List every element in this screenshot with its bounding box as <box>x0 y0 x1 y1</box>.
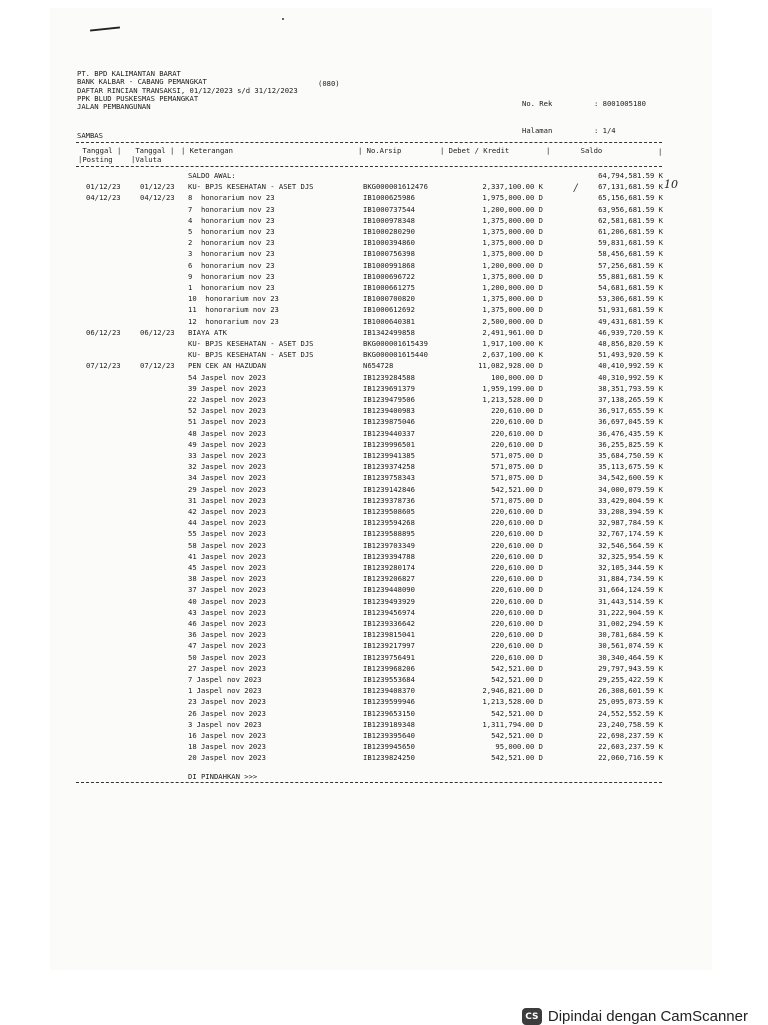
balance: 31,002,294.59 K <box>598 619 663 628</box>
camscanner-icon: CS <box>522 1008 542 1025</box>
archive-no: IB1239968206 <box>363 663 415 673</box>
amount: 220,610.00 D <box>491 585 543 595</box>
transaction-row <box>0 237 768 248</box>
col-amount: | Debet / Kredit <box>440 146 510 155</box>
description: 39 Jaspel nov 2023 <box>188 383 266 393</box>
archive-no: IB1239395640 <box>363 731 415 740</box>
balance: 64,794,581.59 K <box>598 171 663 180</box>
amount: 2,946,821.00 D <box>482 686 543 696</box>
archive-no: IB1239941385 <box>363 451 415 460</box>
description: 51 Jaspel nov 2023 <box>188 417 266 427</box>
description: 46 Jaspel nov 2023 <box>188 619 266 628</box>
col-end: | <box>658 147 663 156</box>
period-title: DAFTAR RINCIAN TRANSAKSI, 01/12/2023 s/d 31/12/2023 <box>77 86 298 95</box>
branch-code: (080) <box>318 79 340 88</box>
amount: 1,213,528.00 D <box>482 395 543 404</box>
amount: 220,610.00 D <box>491 439 543 449</box>
balance: 33,208,394.59 K <box>598 507 663 516</box>
transaction-row <box>0 663 768 674</box>
description: 41 Jaspel nov 2023 <box>188 551 266 561</box>
archive-no: IB1239594268 <box>363 518 415 528</box>
balance: 26,308,601.59 K <box>598 686 663 696</box>
archive-no: IB1239493929 <box>363 596 415 606</box>
transaction-row <box>0 752 768 763</box>
amount: 220,610.00 D <box>491 551 543 561</box>
balance: 40,310,992.59 K <box>598 372 663 382</box>
amount: 220,610.00 D <box>491 540 543 550</box>
balance: 55,881,681.59 K <box>598 271 663 281</box>
archive-no: IB1239440337 <box>363 428 415 438</box>
amount: 1,375,000.00 D <box>482 271 543 281</box>
balance: 59,831,681.59 K <box>598 238 663 248</box>
amount: 1,375,000.00 D <box>482 227 543 236</box>
archive-no: IB1000625986 <box>363 193 415 203</box>
transaction-row <box>0 450 768 461</box>
amount: 220,610.00 D <box>491 574 543 584</box>
description: 42 Jaspel nov 2023 <box>188 507 266 516</box>
transaction-row <box>0 282 768 293</box>
description: 7 honorarium nov 23 <box>188 204 275 214</box>
account-name: PPK BLUD PUSKESMAS PEMANGKAT <box>77 94 199 103</box>
amount: 220,610.00 D <box>491 607 543 617</box>
transaction-row <box>0 271 768 282</box>
balance: 24,552,552.59 K <box>598 708 663 718</box>
balance: 32,767,174.59 K <box>598 529 663 539</box>
archive-no: BKG000001612476 <box>363 182 428 192</box>
amount: 542,521.00 D <box>491 708 543 718</box>
transaction-row <box>0 260 768 271</box>
balance: 36,255,825.59 K <box>598 439 663 449</box>
handwritten-note: 10 <box>664 178 678 191</box>
transaction-row <box>0 596 768 607</box>
transaction-row <box>0 607 768 618</box>
balance: 46,939,720.59 K <box>598 327 663 337</box>
description: 48 Jaspel nov 2023 <box>188 428 266 438</box>
archive-no: IB1239408370 <box>363 686 415 696</box>
transaction-row <box>0 428 768 439</box>
archive-no: IB1239142846 <box>363 484 415 494</box>
balance: 36,697,045.59 K <box>598 417 663 427</box>
archive-no: IB1000696722 <box>363 271 415 281</box>
transaction-row <box>0 316 768 327</box>
description: 3 Jaspel nov 2023 <box>188 719 262 729</box>
transaction-row <box>0 226 768 237</box>
transaction-row <box>0 551 768 562</box>
balance: 38,351,793.59 K <box>598 383 663 393</box>
archive-no: IB1000661275 <box>363 283 415 292</box>
transaction-row <box>0 349 768 360</box>
page-label: Halaman <box>522 126 553 135</box>
archive-no: BKG000001615439 <box>363 339 428 348</box>
archive-no: IB1239653150 <box>363 708 415 718</box>
page-value: : 1/4 <box>594 126 616 135</box>
description: 1 Jaspel nov 2023 <box>188 686 262 696</box>
amount: 220,610.00 D <box>491 563 543 572</box>
transaction-row <box>0 215 768 226</box>
amount: 2,337,100.00 K <box>482 182 543 192</box>
amount: 1,213,528.00 D <box>482 697 543 707</box>
rek-label: No. Rek <box>522 99 553 108</box>
transaction-row <box>0 506 768 517</box>
archive-no: IB1239599946 <box>363 697 415 707</box>
archive-no: IB1000612692 <box>363 305 415 315</box>
description: 8 honorarium nov 23 <box>188 193 275 203</box>
amount: 95,000.00 D <box>495 742 543 752</box>
transaction-row <box>0 439 768 450</box>
archive-no: IB1342499858 <box>363 327 415 337</box>
archive-no: IB1239553684 <box>363 675 415 684</box>
archive-no: IB1239448090 <box>363 585 415 595</box>
amount: 1,200,000.00 D <box>482 283 543 292</box>
description: 33 Jaspel nov 2023 <box>188 451 266 460</box>
amount: 1,311,794.00 D <box>482 719 543 729</box>
archive-no: IB1000737544 <box>363 204 415 214</box>
archive-no: IB1239875046 <box>363 417 415 427</box>
archive-no: IB1239824250 <box>363 753 415 763</box>
transaction-row <box>0 304 768 315</box>
balance: 51,931,681.59 K <box>598 305 663 315</box>
amount: 220,610.00 D <box>491 518 543 528</box>
archive-no: IB1239703349 <box>363 540 415 550</box>
description: 44 Jaspel nov 2023 <box>188 518 266 528</box>
col-saldo: | Saldo <box>546 146 603 155</box>
transaction-row <box>0 383 768 394</box>
bank-name: PT. BPD KALIMANTAN BARAT <box>77 69 181 78</box>
archive-no: IB1239394788 <box>363 551 415 561</box>
archive-no: IB1000756398 <box>363 249 415 259</box>
description: 22 Jaspel nov 2023 <box>188 395 266 404</box>
balance: 32,325,954.59 K <box>598 551 663 561</box>
address: JALAN PEMBANGUNAN <box>77 102 151 111</box>
amount: 2,637,100.00 K <box>482 350 543 360</box>
description: KU- BPJS KESEHATAN - ASET DJS <box>188 339 314 348</box>
amount: 1,975,000.00 D <box>482 193 543 203</box>
archive-no: IB1239280174 <box>363 563 415 572</box>
description: 9 honorarium nov 23 <box>188 271 275 281</box>
balance: 31,222,904.59 K <box>598 607 663 617</box>
archive-no: IB1000394860 <box>363 238 415 248</box>
description: 47 Jaspel nov 2023 <box>188 641 266 651</box>
description: 7 Jaspel nov 2023 <box>188 675 262 684</box>
archive-no: IB1000991868 <box>363 260 415 270</box>
description: 38 Jaspel nov 2023 <box>188 574 266 584</box>
amount: 542,521.00 D <box>491 675 543 684</box>
description: 54 Jaspel nov 2023 <box>188 372 266 382</box>
transaction-row <box>0 730 768 741</box>
description: SALDO AWAL: <box>188 171 236 180</box>
amount: 100,000.00 D <box>491 372 543 382</box>
archive-no: IB1239479506 <box>363 395 415 404</box>
archive-no: IB1239378736 <box>363 495 415 505</box>
balance: 58,456,681.59 K <box>598 249 663 259</box>
posting-date: 07/12/23 <box>86 361 121 371</box>
balance: 67,131,681.59 K <box>598 182 663 192</box>
description: PEN CEK AN HAZUDAN <box>188 361 266 371</box>
transaction-row <box>0 719 768 730</box>
transaction-row <box>0 484 768 495</box>
archive-no: IB1000280290 <box>363 227 415 236</box>
description: KU- BPJS KESEHATAN - ASET DJS <box>188 182 314 192</box>
balance: 32,105,344.59 K <box>598 563 663 572</box>
transaction-row <box>0 181 768 192</box>
amount: 571,075.00 D <box>491 462 543 472</box>
archive-no: IB1239815041 <box>363 630 415 640</box>
transaction-row <box>0 416 768 427</box>
balance: 34,000,079.59 K <box>598 484 663 494</box>
description: KU- BPJS KESEHATAN - ASET DJS <box>188 350 314 360</box>
archive-no: IB1239189348 <box>363 719 415 729</box>
description: 50 Jaspel nov 2023 <box>188 652 266 662</box>
transaction-row <box>0 495 768 506</box>
balance: 31,443,514.59 K <box>598 596 663 606</box>
balance: 31,664,124.59 K <box>598 585 663 595</box>
archive-no: IB1239217997 <box>363 641 415 651</box>
description: 6 honorarium nov 23 <box>188 260 275 270</box>
description: 32 Jaspel nov 2023 <box>188 462 266 472</box>
description: 27 Jaspel nov 2023 <box>188 663 266 673</box>
archive-no: IB1239945650 <box>363 742 415 752</box>
balance: 51,493,920.59 K <box>598 350 663 360</box>
description: 52 Jaspel nov 2023 <box>188 406 266 416</box>
handwritten-tick: / <box>574 183 578 194</box>
balance: 48,856,820.59 K <box>598 339 663 348</box>
transaction-row <box>0 528 768 539</box>
description: 5 honorarium nov 23 <box>188 227 275 236</box>
valuta-date: 01/12/23 <box>140 182 175 192</box>
divider-bottom <box>76 782 662 783</box>
description: BIAYA ATK <box>188 327 227 337</box>
amount: 220,610.00 D <box>491 641 543 651</box>
col-tanggal-valuta: |Tanggal | Valuta <box>131 146 175 164</box>
archive-no: BKG000001615440 <box>363 350 428 360</box>
description: 3 honorarium nov 23 <box>188 249 275 259</box>
archive-no: IB1239691379 <box>363 383 415 393</box>
transaction-row <box>0 696 768 707</box>
transaction-row <box>0 372 768 383</box>
balance: 25,095,073.59 K <box>598 697 663 707</box>
description: 31 Jaspel nov 2023 <box>188 495 266 505</box>
balance: 32,546,564.59 K <box>598 540 663 550</box>
amount: 220,610.00 D <box>491 428 543 438</box>
valuta-date: 07/12/23 <box>140 361 175 371</box>
balance: 63,956,681.59 K <box>598 204 663 214</box>
transaction-row <box>0 461 768 472</box>
archive-no: IB1239400983 <box>363 406 415 416</box>
scan-dot <box>282 18 284 20</box>
amount: 542,521.00 D <box>491 731 543 740</box>
balance: 36,917,655.59 K <box>598 406 663 416</box>
description: 49 Jaspel nov 2023 <box>188 439 266 449</box>
transaction-row <box>0 741 768 752</box>
balance: 34,542,600.59 K <box>598 473 663 483</box>
amount: 1,200,000.00 D <box>482 204 543 214</box>
archive-no: IB1239508605 <box>363 507 415 516</box>
balance: 53,306,681.59 K <box>598 294 663 304</box>
amount: 220,610.00 D <box>491 630 543 640</box>
description: 55 Jaspel nov 2023 <box>188 529 266 539</box>
amount: 1,959,199.00 D <box>482 383 543 393</box>
amount: 1,375,000.00 D <box>482 305 543 315</box>
balance: 40,410,992.59 K <box>598 361 663 371</box>
amount: 220,610.00 D <box>491 417 543 427</box>
balance: 35,113,675.59 K <box>598 462 663 472</box>
amount: 1,375,000.00 D <box>482 238 543 248</box>
transaction-row <box>0 640 768 651</box>
transaction-row <box>0 360 768 371</box>
balance: 32,987,784.59 K <box>598 518 663 528</box>
transaction-row <box>0 674 768 685</box>
transaction-row <box>0 338 768 349</box>
amount: 11,082,928.00 D <box>478 361 543 371</box>
archive-no: N654728 <box>363 361 394 371</box>
transaction-row <box>0 405 768 416</box>
transaction-row <box>0 573 768 584</box>
description: 43 Jaspel nov 2023 <box>188 607 266 617</box>
amount: 542,521.00 D <box>491 753 543 763</box>
balance: 29,797,943.59 K <box>598 663 663 673</box>
balance: 29,255,422.59 K <box>598 675 663 684</box>
transaction-row <box>0 708 768 719</box>
description: 26 Jaspel nov 2023 <box>188 708 266 718</box>
amount: 542,521.00 D <box>491 484 543 494</box>
description: 29 Jaspel nov 2023 <box>188 484 266 494</box>
transaction-row <box>0 584 768 595</box>
balance: 30,561,074.59 K <box>598 641 663 651</box>
balance: 35,684,750.59 K <box>598 451 663 460</box>
transaction-row <box>0 170 768 181</box>
transaction-row <box>0 629 768 640</box>
description: 12 honorarium nov 23 <box>188 316 279 326</box>
description: 10 honorarium nov 23 <box>188 294 279 304</box>
col-keterangan: | Keterangan <box>181 146 233 155</box>
transaction-row <box>0 472 768 483</box>
archive-no: IB1000700820 <box>363 294 415 304</box>
archive-no: IB1239284588 <box>363 372 415 382</box>
archive-no: IB1239206827 <box>363 574 415 584</box>
balance: 54,681,681.59 K <box>598 283 663 292</box>
valuta-date: 04/12/23 <box>140 193 175 203</box>
archive-no: IB1239588895 <box>363 529 415 539</box>
description: 1 honorarium nov 23 <box>188 283 275 292</box>
amount: 571,075.00 D <box>491 451 543 460</box>
amount: 571,075.00 D <box>491 495 543 505</box>
camscanner-watermark <box>522 1008 748 1025</box>
archive-no: IB1000640381 <box>363 316 415 326</box>
balance: 62,581,681.59 K <box>598 215 663 225</box>
description: 34 Jaspel nov 2023 <box>188 473 266 483</box>
balance: 23,240,758.59 K <box>598 719 663 729</box>
balance: 30,781,684.59 K <box>598 630 663 640</box>
balance: 22,060,716.59 K <box>598 753 663 763</box>
rek-value: : 8001005180 <box>594 99 646 108</box>
amount: 542,521.00 D <box>491 663 543 673</box>
description: 16 Jaspel nov 2023 <box>188 731 266 740</box>
balance: 65,156,681.59 K <box>598 193 663 203</box>
description: 37 Jaspel nov 2023 <box>188 585 266 595</box>
amount: 1,375,000.00 D <box>482 249 543 259</box>
archive-no: IB1239756491 <box>363 652 415 662</box>
balance: 61,206,681.59 K <box>598 227 663 236</box>
description: 2 honorarium nov 23 <box>188 238 275 248</box>
transaction-row <box>0 192 768 203</box>
archive-no: IB1000978348 <box>363 215 415 225</box>
balance: 22,603,237.59 K <box>598 742 663 752</box>
amount: 1,375,000.00 D <box>482 215 543 225</box>
transaction-row <box>0 204 768 215</box>
transaction-row <box>0 248 768 259</box>
divider-top <box>76 142 662 143</box>
description: 18 Jaspel nov 2023 <box>188 742 266 752</box>
amount: 220,610.00 D <box>491 652 543 662</box>
transaction-row <box>0 562 768 573</box>
amount: 220,610.00 D <box>491 529 543 539</box>
amount: 220,610.00 D <box>491 619 543 628</box>
posting-date: 06/12/23 <box>86 327 121 337</box>
amount: 571,075.00 D <box>491 473 543 483</box>
transaction-row <box>0 517 768 528</box>
col-tanggal-posting: |Tanggal | Posting <box>78 146 122 164</box>
valuta-date: 06/12/23 <box>140 327 175 337</box>
amount: 1,200,000.00 D <box>482 260 543 270</box>
description: 4 honorarium nov 23 <box>188 215 275 225</box>
balance: 57,256,681.59 K <box>598 260 663 270</box>
transaction-row <box>0 618 768 629</box>
description: 58 Jaspel nov 2023 <box>188 540 266 550</box>
description: 11 honorarium nov 23 <box>188 305 279 315</box>
divider-header <box>76 166 662 167</box>
archive-no: IB1239456974 <box>363 607 415 617</box>
carry-forward: DI PINDAHKAN >>> <box>188 772 258 781</box>
amount: 220,610.00 D <box>491 596 543 606</box>
transaction-row <box>0 685 768 696</box>
amount: 2,491,961.00 D <box>482 327 543 337</box>
balance: 30,340,464.59 K <box>598 652 663 662</box>
transaction-row <box>0 293 768 304</box>
amount: 2,500,000.00 D <box>482 316 543 326</box>
amount: 220,610.00 D <box>491 406 543 416</box>
transaction-row <box>0 327 768 338</box>
archive-no: IB1239336642 <box>363 619 415 628</box>
archive-no: IB1239996501 <box>363 439 415 449</box>
amount: 1,917,100.00 K <box>482 339 543 348</box>
col-arsip: | No.Arsip <box>358 146 402 155</box>
amount: 220,610.00 D <box>491 507 543 516</box>
city: SAMBAS <box>77 131 103 140</box>
archive-no: IB1239758343 <box>363 473 415 483</box>
archive-no: IB1239374258 <box>363 462 415 472</box>
balance: 37,138,265.59 K <box>598 395 663 404</box>
description: 20 Jaspel nov 2023 <box>188 753 266 763</box>
amount: 1,375,000.00 D <box>482 294 543 304</box>
posting-date: 04/12/23 <box>86 193 121 203</box>
balance: 31,884,734.59 K <box>598 574 663 584</box>
description: 45 Jaspel nov 2023 <box>188 563 266 572</box>
description: 36 Jaspel nov 2023 <box>188 630 266 640</box>
transaction-row <box>0 540 768 551</box>
posting-date: 01/12/23 <box>86 182 121 192</box>
balance: 33,429,004.59 K <box>598 495 663 505</box>
transaction-row <box>0 394 768 405</box>
watermark-text: Dipindai dengan CamScanner <box>547 1008 748 1025</box>
description: 23 Jaspel nov 2023 <box>188 697 266 707</box>
balance: 36,476,435.59 K <box>598 428 663 438</box>
branch-name: BANK KALBAR - CABANG PEMANGKAT <box>77 77 207 86</box>
balance: 22,698,237.59 K <box>598 731 663 740</box>
description: 40 Jaspel nov 2023 <box>188 596 266 606</box>
transaction-row <box>0 652 768 663</box>
balance: 49,431,681.59 K <box>598 316 663 326</box>
